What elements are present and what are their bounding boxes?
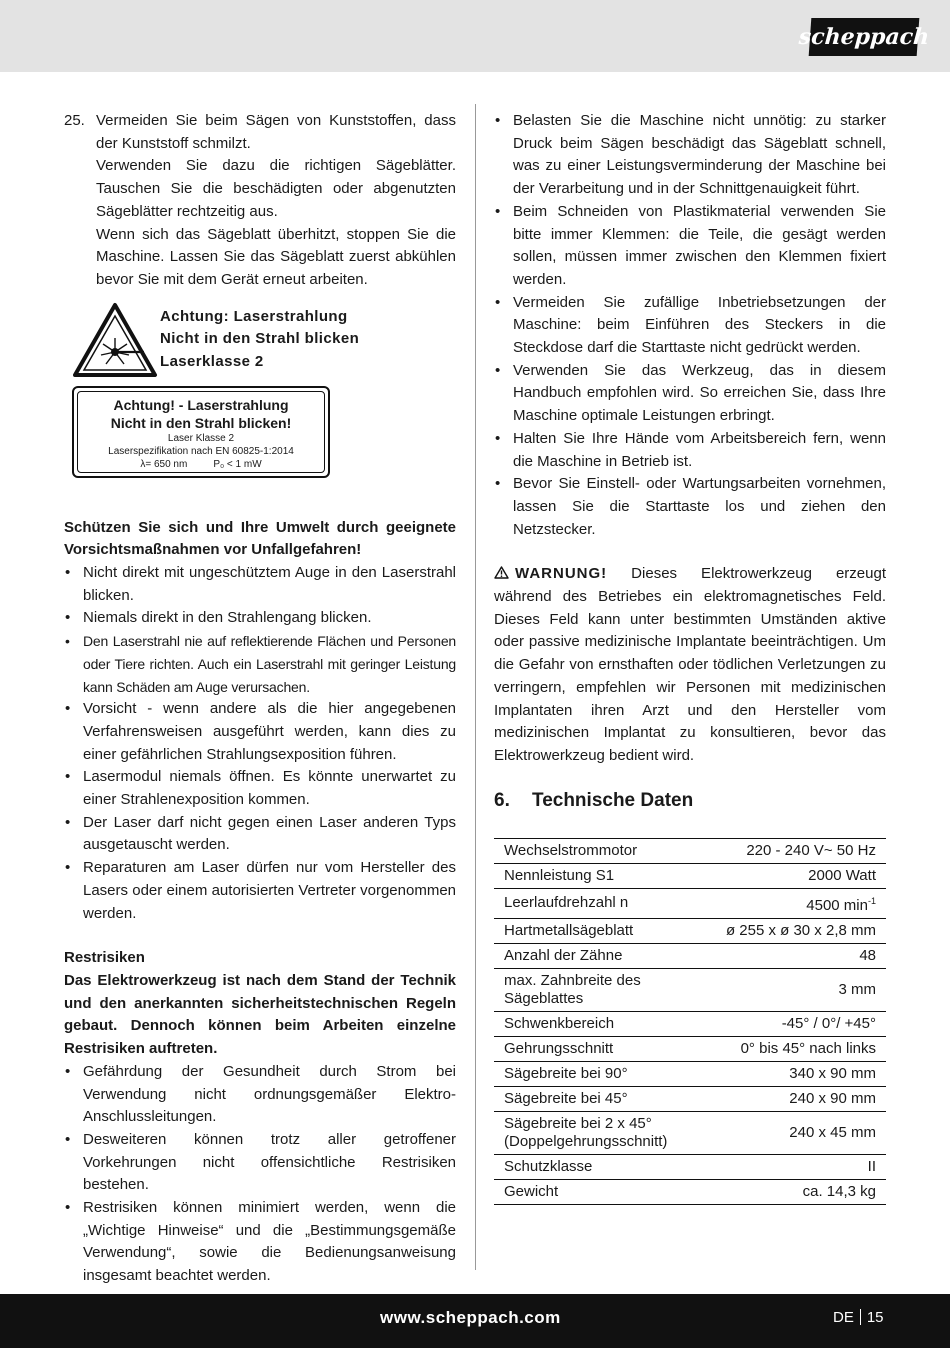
protect-heading: Schützen Sie sich und Ihre Umwelt durch geeignete Vorsichtsmaßnahmen vor Unfallgefahren! bbox=[64, 518, 456, 559]
left-column bbox=[64, 110, 456, 1288]
laser-sign-line-1: Achtung: Laserstrahlung bbox=[160, 307, 348, 325]
item-25-line-1: Vermeiden Sie beim Sägen von Kunststoffen, dass der Kunststoff schmilzt. bbox=[96, 112, 456, 152]
spec-value: 48 bbox=[704, 943, 886, 968]
spec-label: Sägebreite bei 90° bbox=[494, 1061, 704, 1086]
item-25-line-3: Wenn sich das Sägeblatt überhitzt, stoppen Sie die Maschine. Lassen Sie das Sägeblatt zuerst abkühlen bevor Sie mit dem Gerät erneut arbeiten. bbox=[96, 225, 456, 288]
warning-label: WARNUNG! bbox=[515, 565, 608, 583]
footer-url: www.scheppach.com bbox=[380, 1308, 561, 1327]
spec-value: -45° / 0°/ +45° bbox=[704, 1011, 886, 1036]
page-number: 15 bbox=[866, 1309, 884, 1326]
list-item: • Lasermodul niemals öffnen. Es könnte unerwartet zu einer Strahlenexposition kommen. bbox=[64, 766, 456, 811]
table-row bbox=[494, 1154, 886, 1179]
spec-label: Schwenkbereich bbox=[494, 1011, 704, 1036]
list-item: • Restrisiken können minimiert werden, wenn die „Wichtige Hinweise“ und die „Bestimmungsgemäße Verwendung“, sowie die Bedienungsanweisung insgesamt beachtet werden. bbox=[64, 1197, 456, 1288]
protect-list bbox=[64, 562, 456, 925]
spec-label: Sägebreite bei 45° bbox=[494, 1086, 704, 1111]
spec-value: 340 x 90 mm bbox=[704, 1061, 886, 1086]
laser-class-label bbox=[72, 386, 330, 478]
spec-value: 2000 Watt bbox=[704, 863, 886, 888]
list-item: • Belasten Sie die Maschine nicht unnötig: zu starker Druck beim Sägen beschädigt das Sägeblatt schnell, was zu einer Leistungsverminderung der Maschine bei der Verarbeitung und in der Schnittgenauigkeit führt. bbox=[494, 110, 886, 201]
rest-risks-title: Restrisiken bbox=[64, 949, 145, 967]
warning-triangle-icon bbox=[494, 566, 509, 579]
spec-value: 4500 min bbox=[806, 896, 868, 914]
spec-label: Leerlaufdrehzahl n bbox=[494, 888, 704, 918]
em-field-warning bbox=[494, 563, 886, 767]
spec-value: 3 mm bbox=[704, 968, 886, 1011]
laser-warning-area bbox=[64, 292, 456, 517]
table-row bbox=[494, 1086, 886, 1111]
label-title-1: Achtung! - Laserstrahlung bbox=[113, 396, 289, 413]
list-item: • Den Laserstrahl nie auf reflektierende Flächen und Personen oder Tiere richten. Auch ein Laserstrahl mit geringer Leistung kann Schäden am Auge verursachen. bbox=[64, 630, 456, 698]
list-item: • Nicht direkt mit ungeschütztem Auge in den Laserstrahl blicken. bbox=[64, 562, 456, 607]
spec-value: ca. 14,3 kg bbox=[704, 1179, 886, 1204]
section-number: 6. bbox=[494, 789, 510, 811]
item-number: 25. bbox=[64, 112, 85, 129]
label-title-2: Nicht in den Strahl blicken! bbox=[110, 414, 292, 431]
spec-value: 0° bis 45° nach links bbox=[704, 1036, 886, 1061]
section-title: Technische Daten bbox=[532, 789, 694, 811]
page-indicator bbox=[833, 1309, 884, 1326]
warning-text: Dieses Elektrowerkzeug erzeugt während des Betriebes ein elektromagnetisches Feld. Dieses Feld kann unter bestimmten Umständen aktive oder passive medizinische Implantate beeinträchtigen. Um die Gefahr von ernsthaften oder tödlichen Verletzungen zu verringern, empfehlen wir Personen mit medizinischen Implantaten ihren Arzt und den Hersteller vom medizinischen Implantat zu konsultieren, bevor das Elektrowerkzeug bedient wird. bbox=[494, 565, 886, 764]
spec-label: Wechselstrommotor bbox=[494, 838, 704, 863]
list-item: • Desweiteren können trotz aller getroffener Vorkehrungen nicht offensichtliche Restrisiken bestehen. bbox=[64, 1129, 456, 1197]
list-item: • Vorsicht - wenn andere als die hier angegebenen Verfahrensweisen ausgeführt werden, kann dies zu einer gefährlichen Strahlungsexposition führen. bbox=[64, 698, 456, 766]
scheppach-logo: scheppach bbox=[809, 18, 920, 56]
page-separator bbox=[860, 1309, 861, 1325]
spec-label: max. Zahnbreite des Sägeblattes bbox=[494, 968, 704, 1011]
table-row bbox=[494, 888, 886, 918]
language-code: DE bbox=[833, 1309, 854, 1326]
spec-value: 240 x 45 mm bbox=[704, 1111, 886, 1154]
spec-label: Gehrungsschnitt bbox=[494, 1036, 704, 1061]
label-wavelength: λ= 650 nm bbox=[140, 458, 188, 470]
list-item: • Niemals direkt in den Strahlengang blicken. bbox=[64, 607, 456, 630]
spec-label: Hartmetallsägeblatt bbox=[494, 918, 704, 943]
column-divider bbox=[475, 104, 476, 1270]
table-row bbox=[494, 838, 886, 863]
safety-list bbox=[494, 110, 886, 541]
spec-value-superscript: -1 bbox=[867, 895, 876, 906]
item-25-line-2: Verwenden Sie dazu die richtigen Sägeblätter. Tauschen Sie die beschädigten oder abgenutzten Sägeblätter rechtzeitig aus. bbox=[96, 157, 456, 220]
spec-label: Anzahl der Zähne bbox=[494, 943, 704, 968]
list-item: • Halten Sie Ihre Hände vom Arbeitsbereich fern, wenn die Maschine in Betrieb ist. bbox=[494, 428, 886, 473]
right-column bbox=[494, 110, 886, 1205]
list-item: • Beim Schneiden von Plastikmaterial verwenden Sie bitte immer Klemmen: die Teile, die gesägt werden sollen, müssen immer zwischen den Klemmen fixiert werden. bbox=[494, 201, 886, 292]
list-item: • Vermeiden Sie zufällige Inbetriebsetzungen der Maschine: beim Einführen des Steckers in die Steckdose darf die Starttaste nicht gedrückt werden. bbox=[494, 292, 886, 360]
spec-value: 220 - 240 V~ 50 Hz bbox=[704, 838, 886, 863]
label-line-2: Laserspezifikation nach EN 60825-1:2014 bbox=[108, 445, 294, 457]
table-row bbox=[494, 1111, 886, 1154]
section-heading bbox=[494, 788, 886, 814]
instruction-item-25 bbox=[64, 110, 456, 292]
table-row bbox=[494, 918, 886, 943]
laser-warning-triangle-icon bbox=[72, 302, 158, 378]
tech-data-table bbox=[494, 838, 886, 1205]
table-row bbox=[494, 1179, 886, 1204]
table-row bbox=[494, 968, 886, 1011]
spec-value: II bbox=[704, 1154, 886, 1179]
table-row bbox=[494, 1036, 886, 1061]
laser-sign-line-2: Nicht in den Strahl blicken bbox=[160, 330, 360, 348]
spec-label: Schutzklasse bbox=[494, 1154, 704, 1179]
rest-risks-intro: Das Elektrowerkzeug ist nach dem Stand der Technik und den anerkannten sicherheitstechnischen Regeln gebaut. Dennoch können beim Arbeiten einzelne Restrisiken auftreten. bbox=[64, 971, 456, 1058]
spec-label: Gewicht bbox=[494, 1179, 704, 1204]
table-row bbox=[494, 1011, 886, 1036]
list-item: • Reparaturen am Laser dürfen nur vom Hersteller des Lasers oder einem autorisierten Vertreter vorgenommen werden. bbox=[64, 857, 456, 925]
spec-label: Nennleistung S1 bbox=[494, 863, 704, 888]
list-item: • Bevor Sie Einstell- oder Wartungsarbeiten vornehmen, lassen Sie die Starttaste los und ziehen den Netzstecker. bbox=[494, 473, 886, 541]
table-row bbox=[494, 943, 886, 968]
label-line-1: Laser Klasse 2 bbox=[167, 432, 235, 444]
list-item: • Gefährdung der Gesundheit durch Strom bei Verwendung nicht ordnungsgemäßer Elektro-Anschlussleitungen. bbox=[64, 1061, 456, 1129]
list-item: • Verwenden Sie das Werkzeug, das in diesem Handbuch empfohlen wird. So erreichen Sie, dass Ihre Maschine optimale Leistungen erbringt. bbox=[494, 360, 886, 428]
spec-label: Sägebreite bei 2 x 45° (Doppelgehrungsschnitt) bbox=[494, 1111, 704, 1154]
table-row bbox=[494, 863, 886, 888]
laser-sign-text bbox=[160, 306, 359, 374]
rest-risks-list bbox=[64, 1061, 456, 1288]
list-item: • Der Laser darf nicht gegen einen Laser anderen Typs ausgetauscht werden. bbox=[64, 812, 456, 857]
spec-value: 240 x 90 mm bbox=[704, 1086, 886, 1111]
table-row bbox=[494, 1061, 886, 1086]
spec-value: ø 255 x ø 30 x 2,8 mm bbox=[704, 918, 886, 943]
label-power: P₀ < 1 mW bbox=[213, 458, 262, 470]
laser-sign-line-3: Laserklasse 2 bbox=[160, 353, 264, 371]
